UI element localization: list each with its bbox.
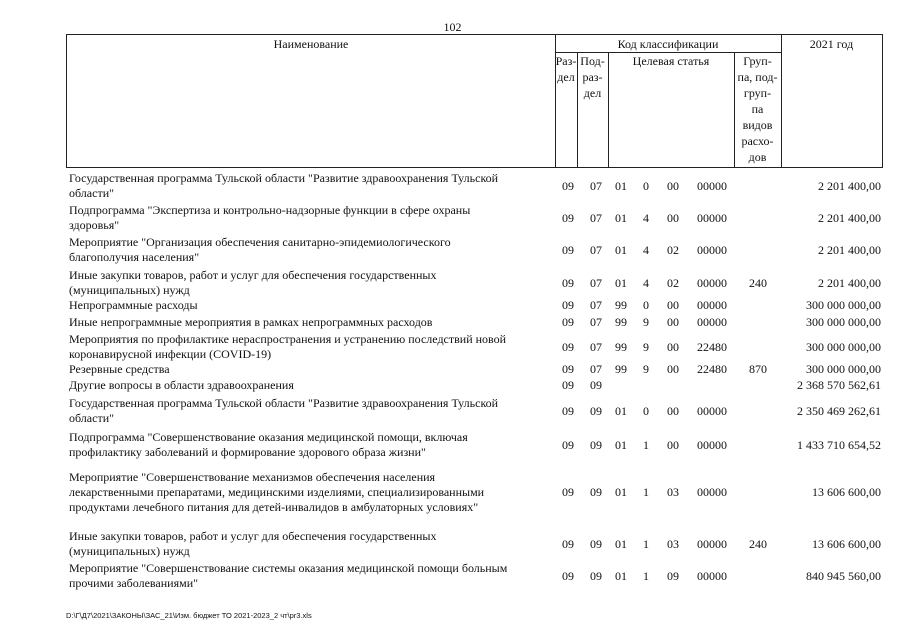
row-name <box>69 529 551 559</box>
cell-amount: 300 000 000,00 <box>806 298 881 312</box>
row-name <box>69 268 551 298</box>
row-name-line: Резервные средства <box>69 362 170 376</box>
header-line: груп- <box>743 86 772 100</box>
cell-c1: 01 <box>615 242 627 257</box>
cell-podrazdel: 09 <box>590 485 602 499</box>
cell-c1: 01 <box>615 178 627 193</box>
cell-c2: 4 <box>643 275 649 290</box>
cell-amount: 13 606 600,00 <box>812 536 881 551</box>
cell-amount: 2 201 400,00 <box>818 210 881 225</box>
cell-c4: 00000 <box>697 275 727 290</box>
cell-c1: 01 <box>615 403 627 418</box>
column-header-vid <box>734 53 781 165</box>
cell-c4: 00000 <box>697 536 727 551</box>
cell-vid: 240 <box>749 536 767 551</box>
cell-podrazdel: 07 <box>590 298 602 312</box>
divider <box>608 53 609 168</box>
cell-razdel: 09 <box>562 242 574 257</box>
cell-amount: 2 368 570 562,61 <box>797 378 881 392</box>
cell-c3: 09 <box>667 568 679 583</box>
header-line: Раз- <box>555 54 577 68</box>
cell-c3: 00 <box>667 178 679 193</box>
table-header <box>66 34 883 168</box>
row-name-line: Другие вопросы в области здравоохранения <box>69 378 294 392</box>
row-name-line: Мероприятие "Организация обеспечения санитарно-эпидемиологического <box>69 235 451 249</box>
cell-c1: 99 <box>615 362 627 376</box>
cell-c1: 99 <box>615 339 627 354</box>
cell-amount: 840 945 560,00 <box>806 568 881 583</box>
cell-c2: 1 <box>643 437 649 452</box>
cell-razdel: 09 <box>562 403 574 418</box>
cell-razdel: 09 <box>562 315 574 329</box>
column-header-year: 2021 год <box>809 37 854 51</box>
cell-c4: 00000 <box>697 485 727 499</box>
cell-c4: 00000 <box>697 568 727 583</box>
page-number: 102 <box>443 20 462 34</box>
row-name-line: Иные закупки товаров, работ и услуг для обеспечения государственных <box>69 268 437 282</box>
header-line: па, под- <box>737 70 778 84</box>
cell-c2: 4 <box>643 242 649 257</box>
cell-podrazdel: 07 <box>590 210 602 225</box>
cell-c2: 9 <box>643 339 649 354</box>
row-name-line: коронавирусной инфекции (COVID-19) <box>69 347 272 361</box>
header-line: видов <box>742 118 773 132</box>
cell-c4: 00000 <box>697 242 727 257</box>
cell-c2: 1 <box>643 536 649 551</box>
row-name-line: Государственная программа Тульской области "Развитие здравоохранения Тульской <box>69 171 499 185</box>
cell-vid: 870 <box>749 362 767 376</box>
row-name-line: Непрограммные расходы <box>69 298 198 312</box>
cell-c1: 01 <box>615 210 627 225</box>
row-name <box>69 470 551 515</box>
row-name-line: Мероприятие "Совершенствование системы оказания медицинской помощи больным <box>69 561 508 575</box>
cell-razdel: 09 <box>562 339 574 354</box>
cell-c2: 9 <box>643 362 649 376</box>
row-name-line: Государственная программа Тульской области "Развитие здравоохранения Тульской <box>69 396 499 410</box>
cell-c2: 0 <box>643 403 649 418</box>
cell-c1: 01 <box>615 275 627 290</box>
cell-c4: 22480 <box>697 339 727 354</box>
cell-c2: 4 <box>643 210 649 225</box>
cell-razdel: 09 <box>562 298 574 312</box>
cell-razdel: 09 <box>562 210 574 225</box>
row-name-line: продуктами лечебного питания для детей-инвалидов в амбулаторных условиях" <box>69 500 479 514</box>
cell-podrazdel: 07 <box>590 178 602 193</box>
cell-c1: 99 <box>615 315 627 329</box>
cell-amount: 1 433 710 654,52 <box>797 437 881 452</box>
row-name-line: профилактику заболеваний и формирование здорового образа жизни" <box>69 445 426 459</box>
row-name-line: Мероприятие "Совершенствование механизмов обеспечения населения <box>69 470 436 484</box>
row-name <box>69 332 551 362</box>
cell-c3: 00 <box>667 339 679 354</box>
cell-c1: 99 <box>615 298 627 312</box>
row-name <box>69 203 551 233</box>
cell-c3: 03 <box>667 485 679 499</box>
cell-podrazdel: 07 <box>590 362 602 376</box>
row-name-line: прочими заболеваниями" <box>69 576 199 590</box>
row-name <box>69 396 551 426</box>
cell-podrazdel: 09 <box>590 568 602 583</box>
row-name-line: (муниципальных) нужд <box>69 544 190 558</box>
header-line: дел <box>583 86 602 100</box>
cell-razdel: 09 <box>562 485 574 499</box>
column-header-razdel <box>555 53 577 85</box>
cell-c1: 01 <box>615 536 627 551</box>
divider <box>781 35 782 168</box>
cell-razdel: 09 <box>562 378 574 392</box>
row-name-line: благополучия населения" <box>69 250 200 264</box>
cell-amount: 300 000 000,00 <box>806 315 881 329</box>
row-name-line: Иные закупки товаров, работ и услуг для обеспечения государственных <box>69 529 437 543</box>
cell-razdel: 09 <box>562 275 574 290</box>
cell-podrazdel: 07 <box>590 275 602 290</box>
cell-podrazdel: 07 <box>590 339 602 354</box>
row-name <box>69 235 551 265</box>
row-name-line: (муниципальных) нужд <box>69 283 190 297</box>
row-name-line: лекарственными препаратами, медицинскими изделиями, специализированными <box>69 485 485 499</box>
cell-c3: 00 <box>667 315 679 329</box>
cell-c3: 02 <box>667 242 679 257</box>
cell-podrazdel: 09 <box>590 403 602 418</box>
cell-razdel: 09 <box>562 536 574 551</box>
cell-amount: 300 000 000,00 <box>806 339 881 354</box>
cell-podrazdel: 07 <box>590 242 602 257</box>
header-line: па <box>751 102 764 116</box>
cell-c4: 00000 <box>697 403 727 418</box>
cell-c4: 00000 <box>697 298 727 312</box>
column-header-podrazdel <box>577 53 608 101</box>
header-line: Груп- <box>743 54 772 68</box>
cell-amount: 2 201 400,00 <box>818 178 881 193</box>
header-line: раз- <box>582 70 603 84</box>
column-header-target: Целевая статья <box>632 54 710 68</box>
cell-c4: 00000 <box>697 315 727 329</box>
row-name-line: Мероприятия по профилактике нераспространения и устранению последствий новой <box>69 332 507 346</box>
cell-c2: 9 <box>643 315 649 329</box>
cell-podrazdel: 09 <box>590 437 602 452</box>
cell-c4: 00000 <box>697 178 727 193</box>
cell-c3: 02 <box>667 275 679 290</box>
cell-c2: 0 <box>643 298 649 312</box>
cell-razdel: 09 <box>562 437 574 452</box>
cell-podrazdel: 09 <box>590 536 602 551</box>
header-line: дел <box>557 70 575 84</box>
row-name-line: Иные непрограммные мероприятия в рамках непрограммных расходов <box>69 315 433 329</box>
row-name-line: области" <box>69 186 115 200</box>
cell-c3: 00 <box>667 362 679 376</box>
cell-c3: 00 <box>667 437 679 452</box>
cell-vid: 240 <box>749 275 767 290</box>
cell-amount: 300 000 000,00 <box>806 362 881 376</box>
cell-razdel: 09 <box>562 568 574 583</box>
cell-c1: 01 <box>615 437 627 452</box>
row-name <box>69 430 551 460</box>
file-path-footer: D:\Г\Д7\2021\ЗАКОНЫ\ЗАС_21\Изм. бюджет ТО 2021-2023_2 чт\pr3.xls <box>66 611 312 620</box>
header-line: Под- <box>580 54 605 68</box>
cell-amount: 2 201 400,00 <box>818 275 881 290</box>
cell-c4: 22480 <box>697 362 727 376</box>
cell-amount: 2 350 469 262,61 <box>797 403 881 418</box>
header-line: расхо- <box>741 134 774 148</box>
cell-c2: 1 <box>643 568 649 583</box>
row-name-line: Подпрограмма "Экспертиза и контрольно-надзорные функции в сфере охраны <box>69 203 471 217</box>
cell-c4: 00000 <box>697 437 727 452</box>
cell-podrazdel: 07 <box>590 315 602 329</box>
row-name <box>69 561 551 591</box>
row-name-line: области" <box>69 411 115 425</box>
cell-razdel: 09 <box>562 178 574 193</box>
row-name <box>69 171 551 201</box>
row-name <box>69 362 551 377</box>
cell-c1: 01 <box>615 568 627 583</box>
cell-amount: 2 201 400,00 <box>818 242 881 257</box>
header-line: дов <box>748 150 767 164</box>
cell-c2: 0 <box>643 178 649 193</box>
cell-c3: 00 <box>667 210 679 225</box>
row-name <box>69 378 551 393</box>
row-name-line: здоровья" <box>69 218 120 232</box>
cell-c1: 01 <box>615 485 627 499</box>
cell-c3: 00 <box>667 403 679 418</box>
cell-c4: 00000 <box>697 210 727 225</box>
column-header-code: Код классификации <box>617 37 719 51</box>
row-name <box>69 298 551 313</box>
column-header-name: Наименование <box>273 37 349 51</box>
cell-amount: 13 606 600,00 <box>812 485 881 499</box>
row-name-line: Подпрограмма "Совершенствование оказания медицинской помощи, включая <box>69 430 468 444</box>
cell-c3: 00 <box>667 298 679 312</box>
cell-c3: 03 <box>667 536 679 551</box>
cell-podrazdel: 09 <box>590 378 602 392</box>
row-name <box>69 315 551 330</box>
cell-razdel: 09 <box>562 362 574 376</box>
cell-c2: 1 <box>643 485 649 499</box>
